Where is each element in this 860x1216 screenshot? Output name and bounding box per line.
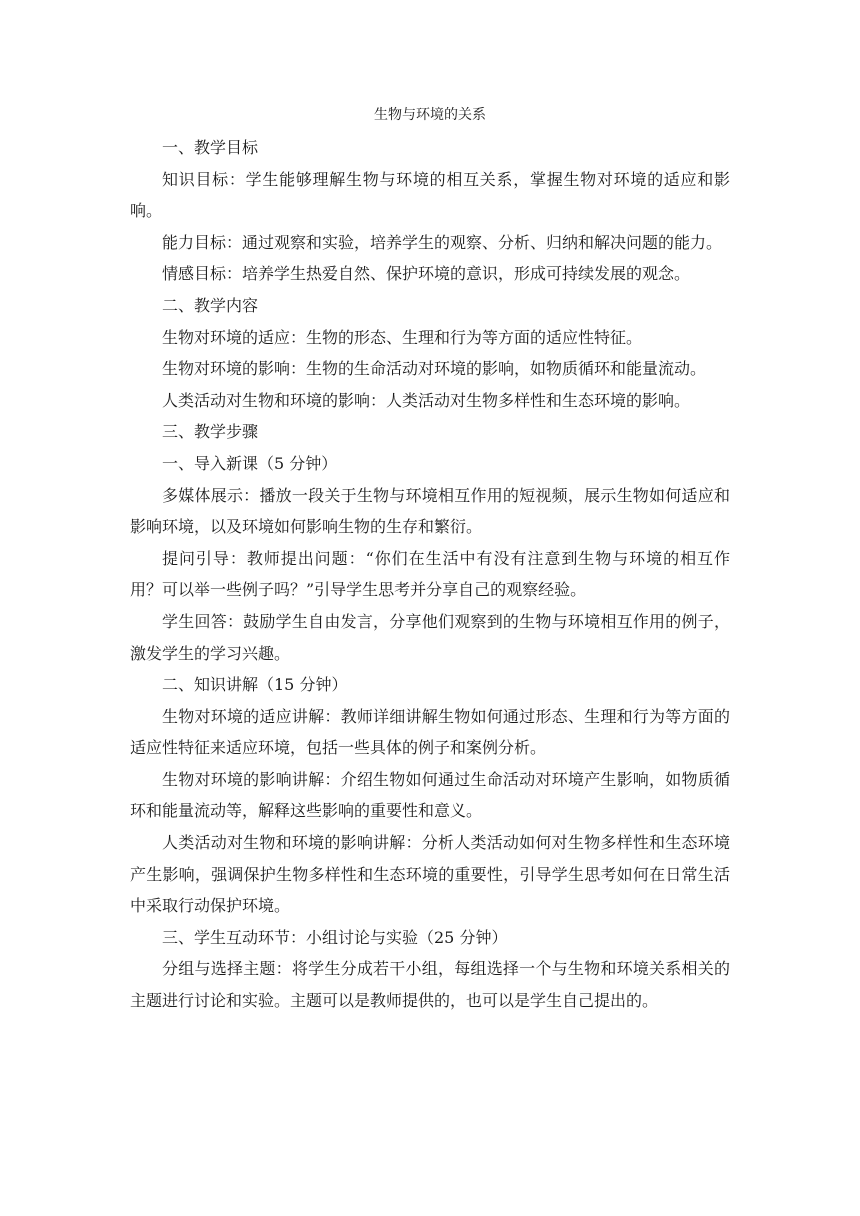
subheading-intro: 一、导入新课（5 分钟） bbox=[162, 453, 338, 473]
subheading-knowledge: 二、知识讲解（15 分钟） bbox=[162, 675, 348, 695]
document-title: 生物与环境的关系 bbox=[374, 107, 486, 123]
section-heading-objectives: 一、教学目标 bbox=[162, 138, 259, 157]
document-body bbox=[130, 132, 730, 1017]
section-heading-steps: 三、教学步骤 bbox=[162, 422, 259, 442]
paragraph-grouping: 分组与选择主题：将学生分成若干小组，每组选择一个与生物和环境关系相关的主题进行讨论和实验。主题可以是教师提供的，也可以是学生自己提出的。 bbox=[130, 959, 730, 1011]
paragraph-question: 提问引导：教师提出问题：“你们在生活中有没有注意到生物与环境的相互作用？可以举一些例子吗？”引导学生思考并分享自己的观察经验。 bbox=[130, 548, 730, 600]
paragraph-student-answer: 学生回答：鼓励学生自由发言，分享他们观察到的生物与环境相互作用的例子，激发学生的学习兴趣。 bbox=[130, 611, 730, 663]
paragraph-influence: 生物对环境的影响：生物的生命活动对环境的影响，如物质循环和能量流动。 bbox=[162, 359, 707, 379]
paragraph-adaptation-lecture: 生物对环境的适应讲解：教师详细讲解生物如何通过形态、生理和行为等方面的适应性特征来适应环境，包括一些具体的例子和案例分析。 bbox=[130, 706, 730, 758]
section-heading-content: 二、教学内容 bbox=[162, 295, 259, 315]
paragraph-influence-lecture: 生物对环境的影响讲解：介绍生物如何通过生命活动对环境产生影响，如物质循环和能量流动等，解释这些影响的重要性和意义。 bbox=[130, 769, 730, 821]
paragraph-adaptation: 生物对环境的适应：生物的形态、生理和行为等方面的适应性特征。 bbox=[162, 327, 643, 347]
paragraph-human-activity: 人类活动对生物和环境的影响：人类活动对生物多样性和生态环境的影响。 bbox=[162, 390, 691, 410]
paragraph-multimedia: 多媒体展示：播放一段关于生物与环境相互作用的短视频，展示生物如何适应和影响环境，以及环境如何影响生物的生存和繁衍。 bbox=[130, 485, 730, 537]
paragraph-ability-goal: 能力目标：通过观察和实验，培养学生的观察、分析、归纳和解决问题的能力。 bbox=[162, 232, 723, 252]
subheading-interaction: 三、学生互动环节：小组讨论与实验（25 分钟） bbox=[162, 927, 508, 947]
paragraph-human-lecture: 人类活动对生物和环境的影响讲解：分析人类活动如何对生物多样性和生态环境产生影响，强调保护生物多样性和生态环境的重要性，引导学生思考如何在日常生活中采取行动保护环境。 bbox=[130, 833, 730, 916]
paragraph-knowledge-goal: 知识目标：学生能够理解生物与环境的相互关系，掌握生物对环境的适应和影响。 bbox=[130, 169, 730, 221]
paragraph-emotion-goal: 情感目标：培养学生热爱自然、保护环境的意识，形成可持续发展的观念。 bbox=[162, 264, 691, 284]
